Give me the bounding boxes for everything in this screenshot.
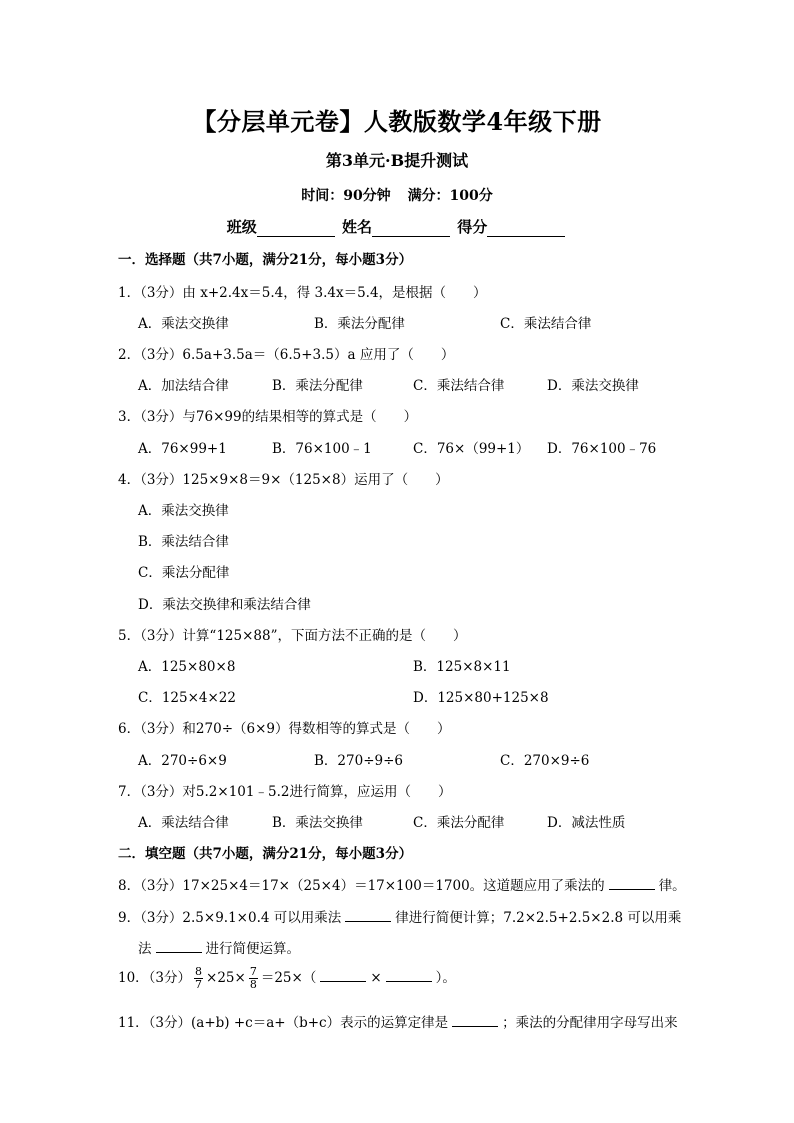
question-9-blank-2[interactable]	[156, 940, 202, 953]
question-11-text: 11．（3分）(a+b) +c＝a+（b+c）表示的运算定律是	[118, 1015, 449, 1031]
fraction-denominator: 8	[249, 978, 257, 991]
question-8-blank[interactable]	[609, 877, 655, 890]
question-2-option-a[interactable]: A．加法结合律	[138, 378, 229, 394]
score-label: 满分：100分	[407, 188, 493, 204]
question-5-stem: 5．（3分）计算“125×88”，下面方法不正确的是（ ）	[118, 628, 467, 644]
question-8-text: 8．（3分）17×25×4＝17×（25×4）＝17×100＝1700。这道题应用了乘法的	[118, 878, 605, 894]
question-4-option-d[interactable]: D．乘法交换律和乘法结合律	[138, 597, 311, 613]
question-10	[118, 966, 456, 991]
question-3-option-b[interactable]: B．76×100﹣1	[272, 441, 372, 457]
question-5-option-d[interactable]: D．125×80+125×8	[413, 690, 549, 706]
page-title: 【分层单元卷】人教版数学4年级下册	[192, 107, 602, 136]
question-2-option-b[interactable]: B．乘法分配律	[272, 378, 363, 394]
question-8-suffix: 律。	[658, 878, 686, 894]
fraction-numerator: 7	[249, 965, 257, 978]
page-subtitle: 第3单元·B提升测试	[325, 151, 469, 170]
section-heading-choice: 一．选择题（共7小题，满分21分，每小题3分）	[118, 252, 413, 268]
question-1-stem: 1．（3分）由 x+2.4x＝5.4，得 3.4x＝5.4，是根据（ ）	[118, 285, 487, 301]
question-9-mid: 律进行简便计算；7.2×2.5+2.5×2.8 可以用乘	[395, 910, 682, 926]
name-label: 姓名	[341, 218, 372, 236]
question-6-option-b[interactable]: B．270÷9÷6	[314, 753, 403, 769]
question-2-option-c[interactable]: C．乘法结合律	[413, 378, 505, 394]
question-4-option-b[interactable]: B．乘法结合律	[138, 534, 229, 550]
question-4-stem: 4．（3分）125×9×8＝9×（125×8）运用了（ ）	[118, 472, 449, 488]
question-5-option-b[interactable]: B．125×8×11	[413, 659, 511, 675]
question-10-mid2: ＝25×（	[260, 970, 317, 986]
question-3-option-d[interactable]: D．76×100﹣76	[547, 441, 657, 457]
question-9-line-1	[118, 906, 681, 926]
question-11	[118, 1011, 678, 1031]
question-6-stem: 6．（3分）和270÷（6×9）得数相等的算式是（ ）	[118, 721, 451, 737]
question-10-suffix: ）。	[435, 970, 456, 986]
fraction-numerator: 8	[195, 965, 203, 978]
question-10-blank-1[interactable]	[320, 969, 366, 982]
question-7-option-a[interactable]: A．乘法结合律	[138, 815, 229, 831]
question-1-option-a[interactable]: A．乘法交换律	[138, 316, 229, 332]
fraction-denominator: 7	[195, 978, 203, 991]
question-3-option-a[interactable]: A．76×99+1	[138, 441, 227, 457]
question-6-option-c[interactable]: C．270×9÷6	[500, 753, 590, 769]
question-3-stem: 3．（3分）与76×99的结果相等的算式是（ ）	[118, 409, 418, 425]
question-1-option-b[interactable]: B．乘法分配律	[314, 316, 405, 332]
question-8	[118, 874, 686, 894]
question-9-line2-suffix: 进行简便运算。	[205, 941, 300, 957]
question-6-option-a[interactable]: A．270÷6×9	[138, 753, 227, 769]
question-9-blank-1[interactable]	[345, 909, 391, 922]
question-7-option-d[interactable]: D．减法性质	[547, 815, 626, 831]
question-11-suffix: ；乘法的分配律用字母写出来	[502, 1015, 678, 1031]
class-blank[interactable]	[257, 220, 335, 237]
grade-label: 得分	[457, 218, 488, 236]
question-2-option-d[interactable]: D．乘法交换律	[547, 378, 639, 394]
question-4-option-a[interactable]: A．乘法交换律	[138, 503, 229, 519]
question-9-line2-prefix: 法	[138, 941, 152, 957]
time-label: 时间：90分钟	[301, 188, 391, 204]
student-info-line	[0, 216, 794, 237]
question-10-label: 10．（3分）	[118, 970, 192, 986]
question-7-stem: 7．（3分）对5.2×101﹣5.2进行简算，应运用（ ）	[118, 784, 452, 800]
question-7-option-c[interactable]: C．乘法分配律	[413, 815, 505, 831]
question-10-blank-2[interactable]	[386, 969, 432, 982]
question-2-stem: 2．（3分）6.5a+3.5a＝（6.5+3.5）a 应用了（ ）	[118, 347, 455, 363]
question-5-option-a[interactable]: A．125×80×8	[138, 659, 236, 675]
fraction-8-7	[194, 966, 203, 991]
class-label: 班级	[226, 218, 257, 236]
question-10-times: ×	[370, 970, 382, 986]
time-score-line	[0, 185, 794, 205]
question-11-blank[interactable]	[452, 1014, 498, 1027]
question-5-option-c[interactable]: C．125×4×22	[138, 690, 236, 706]
grade-blank[interactable]	[487, 220, 565, 237]
question-9-text: 9．（3分）2.5×9.1×0.4 可以用乘法	[118, 910, 342, 926]
section-heading-fill: 二．填空题（共7小题，满分21分，每小题3分）	[118, 846, 413, 862]
fraction-7-8	[249, 966, 258, 991]
question-9-line-2	[138, 937, 300, 957]
question-7-option-b[interactable]: B．乘法交换律	[272, 815, 363, 831]
question-1-option-c[interactable]: C．乘法结合律	[500, 316, 592, 332]
question-3-option-c[interactable]: C．76×（99+1）	[413, 441, 530, 457]
name-blank[interactable]	[372, 220, 450, 237]
question-4-option-c[interactable]: C．乘法分配律	[138, 565, 230, 581]
question-10-mid1: ×25×	[206, 970, 246, 986]
